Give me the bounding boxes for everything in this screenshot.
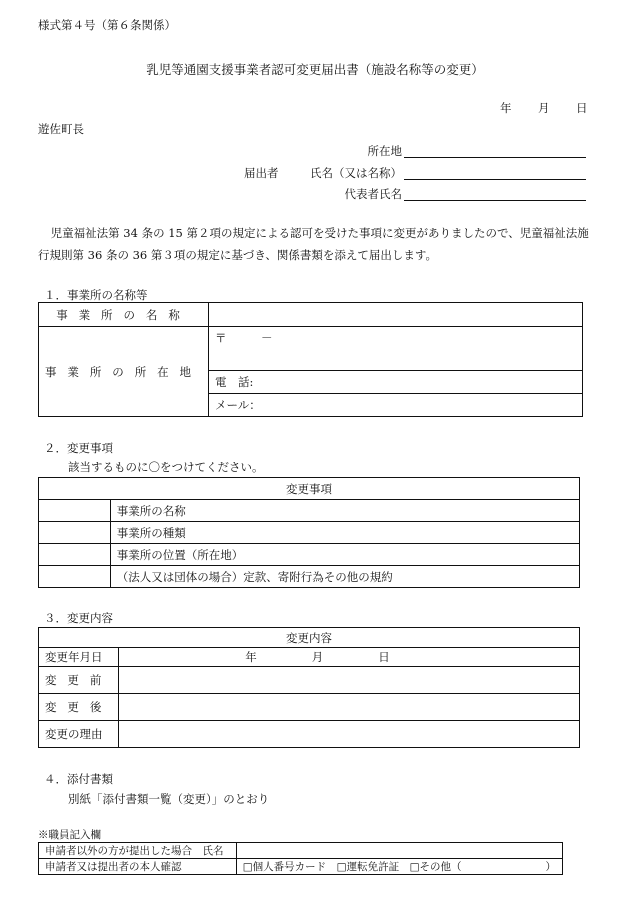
applicant-group-label: 届出者 — [244, 166, 279, 180]
addressee: 遊佐町長 — [38, 122, 84, 136]
representative-label: 代表者氏名 — [344, 187, 402, 201]
staff-submitter-cell[interactable] — [236, 843, 562, 859]
section4-heading: ４．添付書類 — [44, 772, 113, 786]
staff-id-options[interactable]: □個人番号カード □運転免許証 □その他（ ） — [236, 859, 562, 875]
change-reason-label: 変更の理由 — [39, 721, 119, 748]
representative-line[interactable] — [404, 200, 586, 201]
date-year-label: 年 — [500, 101, 512, 115]
change-after-label: 変更後 — [39, 694, 119, 721]
change-item-mark-cell[interactable] — [39, 522, 111, 544]
change-reason-cell[interactable] — [119, 721, 580, 748]
staff-table — [38, 842, 563, 875]
facility-table — [38, 302, 583, 417]
section2-instruction: 該当するものに〇をつけてください。 — [68, 460, 264, 474]
change-item: （法人又は団体の場合）定款、寄附行為その他の規約 — [110, 566, 579, 588]
change-items-table — [38, 477, 580, 588]
section4-text: 別紙「添付書類一覧（変更）」のとおり — [68, 792, 270, 806]
change-item-mark-cell[interactable] — [39, 544, 111, 566]
change-date-cell[interactable]: 年 月 日 — [119, 648, 580, 667]
name-line[interactable] — [404, 179, 586, 180]
email-cell[interactable]: メール： — [208, 394, 582, 417]
change-date-label: 変更年月日 — [39, 648, 119, 667]
change-after-cell[interactable] — [119, 694, 580, 721]
change-item-mark-cell[interactable] — [39, 566, 111, 588]
section3-heading: ３．変更内容 — [44, 611, 113, 625]
page-title: 乳児等通園支援事業者認可変更届出書（施設名称等の変更） — [146, 62, 484, 77]
change-item: 事業所の名称 — [110, 500, 579, 522]
staff-heading: ※職員記入欄 — [38, 829, 101, 841]
change-items-header: 変更事項 — [39, 478, 580, 500]
postal-cell[interactable]: 〒 － — [208, 327, 582, 371]
address-line[interactable] — [404, 157, 586, 158]
change-item: 事業所の位置（所在地） — [110, 544, 579, 566]
staff-id-check-label: 申請者又は提出者の本人確認 — [39, 859, 237, 875]
facility-name-label: 事業所の名称 — [39, 303, 209, 327]
section1-heading: １．事業所の名称等 — [44, 288, 148, 302]
date-day-label: 日 — [576, 101, 588, 115]
staff-submitter-label: 申請者以外の方が提出した場合 氏名 — [39, 843, 237, 859]
date-month-label: 月 — [538, 101, 550, 115]
change-before-cell[interactable] — [119, 667, 580, 694]
facility-location-label: 事業所の所在地 — [39, 327, 209, 417]
facility-name-cell[interactable] — [208, 303, 582, 327]
change-content-table — [38, 627, 580, 748]
section2-heading: ２．変更事項 — [44, 441, 113, 455]
change-item: 事業所の種類 — [110, 522, 579, 544]
phone-cell[interactable]: 電 話: — [208, 371, 582, 394]
address-label: 所在地 — [367, 144, 402, 158]
change-content-header: 変更内容 — [39, 628, 580, 648]
body-text: 児童福祉法第 34 条の 15 第２項の規定による認可を受けた事項に変更がありましたので、児童福祉法施行規則第 36 条の 36 第３項の規定に基づき、関係書類を添えて届出します。 — [38, 226, 589, 262]
form-number: 様式第４号（第６条関係） — [38, 18, 176, 32]
change-item-mark-cell[interactable] — [39, 500, 111, 522]
name-label: 氏名（又は名称） — [310, 166, 402, 180]
change-before-label: 変更前 — [39, 667, 119, 694]
